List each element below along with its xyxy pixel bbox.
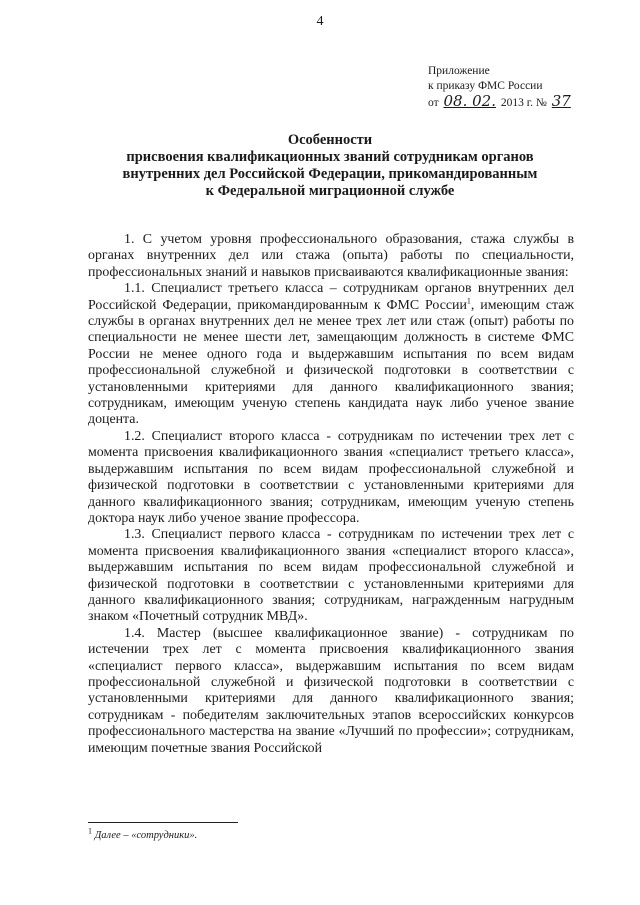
title-line-4: к Федеральной миграционной службе <box>205 183 455 199</box>
paragraph-1-2: 1.2. Специалист второго класса - сотрудникам по истечении трех лет с момента присвоения квалификационного звания «специалист третьего класса», выдержавшим испытания по всем видам профессиональной служебной и физической подготовки в соответствии с установленными критериями для данного квалификационного звания; сотрудникам, имеющим ученую степень доктора наук либо ученое звание профессора. <box>88 428 574 526</box>
title-line-1: Особенности <box>287 132 373 148</box>
paragraph-1-3: 1.3. Специалист первого класса - сотрудникам по истечении трех лет с момента присвоения квалификационного звания «специалист второго класса», выдержавшим испытания по всем видам профессиональной служебной и физической подготовки в соответствии с установленными критериями для данного квалификационного звания; сотрудникам, награжденным нагрудным знаком «Почетный сотрудник МВД». <box>88 527 574 625</box>
paragraph-1-1 <box>88 281 574 429</box>
appendix-date-prefix: от <box>428 97 439 109</box>
appendix-date-line <box>428 94 573 111</box>
handwritten-date: 08. 02. <box>443 92 496 110</box>
footnote <box>88 826 198 841</box>
footnote-mark: 1 <box>88 826 92 836</box>
paragraph-1-1-start: 1.1. Специалист третьего класса – сотрудникам органов внутренних дел Российской Федерации, прикомандированным к ФМС России <box>88 281 574 313</box>
paragraph-1: 1. С учетом уровня профессионального образования, стажа службы в органах внутренних дел или стажа (опыта) работы по специальности, профессиональных знаний и навыков присваиваются квалификационные звания: <box>88 232 574 280</box>
paragraph-1-1-rest: , имеющим стаж службы в органах внутренних дел не менее трех лет или стаж (опыт) работы по специальности не менее шести лет, замещающим должность в системе ФМС России не менее одного года и выдержавшим испытания по всем видам профессиональной служебной и физической подготовки в соответствии с установленными критериями для данного квалификационного звания; сотрудникам, имеющим ученую степень кандидата наук либо ученое звание доцента. <box>88 297 574 428</box>
page-number: 4 <box>316 14 324 29</box>
appendix-line-2: к приказу ФМС России <box>428 80 543 92</box>
appendix-line-1: Приложение <box>428 65 490 77</box>
appendix-year: 2013 г. № <box>500 97 547 109</box>
handwritten-order-number: 37 <box>551 92 571 110</box>
document-body <box>88 232 574 757</box>
paragraph-1-4: 1.4. Мастер (высшее квалификационное звание) - сотрудникам по истечении трех лет с момента присвоения квалификационного звания «специалист первого класса», выдержавшим испытания по всем видам профессиональной служебной и физической подготовки в соответствии с установленными критериями для данного квалификационного звания; сотрудникам - победителям заключительных этапов всероссийских конкурсов профессионального мастерства на звание «Лучший по профессии»; сотрудникам, имеющим почетные звания Российской <box>88 625 574 756</box>
document-title <box>80 132 580 200</box>
footnote-ref: 1 <box>466 296 471 305</box>
title-line-3: внутренних дел Российской Федерации, прикомандированным <box>122 166 538 182</box>
footnote-divider <box>88 822 238 823</box>
appendix-block <box>428 64 573 111</box>
title-line-2: присвоения квалификационных званий сотрудникам органов <box>126 149 534 165</box>
footnote-text: Далее – «сотрудники». <box>92 830 198 841</box>
